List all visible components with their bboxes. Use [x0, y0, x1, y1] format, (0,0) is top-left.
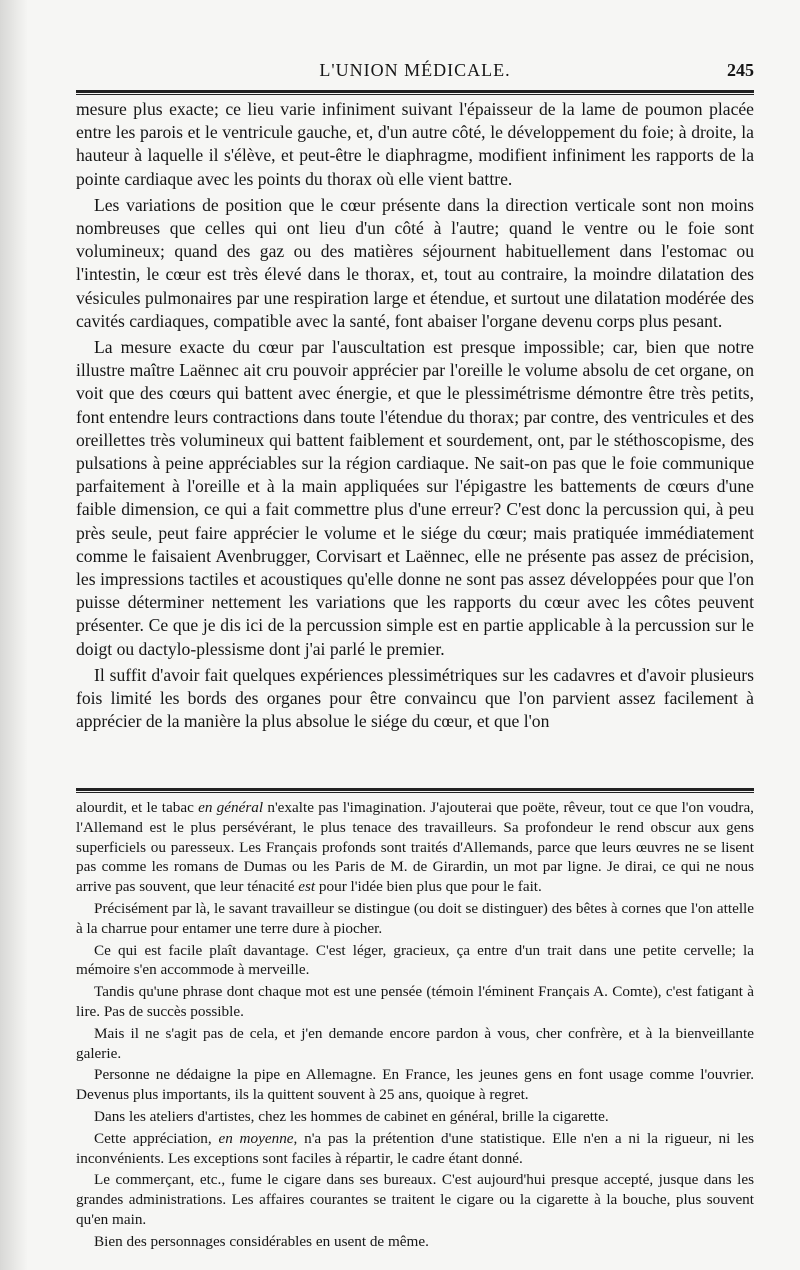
feuilleton-paragraph: Personne ne dédaigne la pipe en Allemagne. En France, les jeunes gens en font usage comme l'ouvrier. Devenus plus importants, ils la quittent souvent à 25 ans, quoique à regret.	[76, 1066, 754, 1104]
feuilleton-paragraph: Ce qui est facile plaît davantage. C'est léger, gracieux, ça entre d'un trait dans une petite cervelle; la mémoire s'en accommode à merveille.	[76, 941, 754, 979]
feuilleton-text: alourdit, et le tabac	[76, 799, 199, 816]
article-paragraph: mesure plus exacte; ce lieu varie infiniment suivant l'épaisseur de la lame de poumon placée entre les parois et le ventricule gauche, et, d'un autre côté, le développement du foie; à droite, la hauteur à laquelle il s'élève, et peut-être le diaphragme, modifient infiniment les rapports de la pointe cardiaque avec les points du thorax où elle vient battre.	[76, 99, 754, 189]
feuilleton-body	[76, 798, 754, 1254]
feuilleton-paragraph: Précisément par là, le savant travailleur se distingue (ou doit se distinguer) des bêtes à cornes que l'on attelle à la charrue pour entamer une terre dure à piocher.	[76, 899, 754, 937]
feuilleton-paragraph: Bien des personnages considérables en usent de même.	[94, 1232, 429, 1250]
feuilleton-emphasis: est	[298, 878, 316, 896]
feuilleton-paragraph	[76, 798, 754, 897]
feuilleton-text: pour l'idée bien plus que pour le fait.	[315, 878, 542, 896]
feuilleton-emphasis: en général	[198, 799, 264, 816]
feuilleton-text: n'exalte pas l'imagination. J'ajouterai que poëte, rêveur, tout ce que l'on voudra, l'Allemand est le plus persévérant, le plus tenace des travailleurs. Sa profondeur le rend obscur aux gens superficiels ou paresseux. Les Français profonds sont traités d'Allemands, parce que leurs œuvres ne se lisent pas comme les romans de Dumas ou les Paris de M. de Girardin, un mot par ligne. Je dirai, ce qui ne nous arrive pas souvent, que leur ténacité	[76, 799, 754, 896]
article-paragraph: Il suffit d'avoir fait quelques expériences plessimétriques sur les cadavres et d'avoir plusieurs fois limité les bords des organes pour être convaincu que l'on parvient assez facilement à apprécier de la manière la plus absolue le siége du cœur, et que l'on	[76, 664, 754, 732]
running-title: L'UNION MÉDICALE.	[319, 60, 511, 80]
feuilleton-emphasis: en moyenne	[218, 1129, 294, 1147]
feuilleton-rule	[76, 788, 754, 793]
feuilleton-paragraph: Dans les ateliers d'artistes, chez les hommes de cabinet en général, brille la cigarette.	[94, 1107, 609, 1125]
page-number: 245	[727, 60, 754, 80]
header-rule	[76, 90, 754, 95]
feuilleton-text: , n'a pas la prétention d'une statistique. Elle n'en a ni la rigueur, ni les inconvénients. Les exceptions sont faciles à répartir, le cadre étant donné.	[76, 1129, 754, 1167]
feuilleton-paragraph: Mais il ne s'agit pas de cela, et j'en demande encore pardon à vous, cher confrère, et à la bienveillante galerie.	[76, 1024, 754, 1062]
article-paragraph: La mesure exacte du cœur par l'auscultation est presque impossible; car, bien que notre illustre maître Laënnec ait cru pouvoir apprécier par l'oreille le volume absolu de cet organe, on voit que des cœurs qui battent avec énergie, et que le plessimétrisme démontre être très petits, font entendre leurs contractions dans toute l'étendue du thorax; par contre, des ventricules et des oreillettes très volumineux qui battent faiblement et sourdement, ont, par le stéthoscopisme, des pulsations à peine appréciables sur la région cardiaque. Ne sait-on pas que le foie communique parfaitement à l'oreille et à la main appliquées sur l'épigastre les battements de cœurs d'une faible dimension, ce qui a fait commettre plus d'une erreur? C'est donc la percussion qui, à peu près seule, peut faire apprécier le volume et le siége du cœur; mais pratiquée immédiatement comme le faisaient Avenbrugger, Corvisart et Laënnec, elle ne présente pas assez de précision, les impressions tactiles et acoustiques qu'elle donne ne sont pas assez développées pour que l'on puisse déterminer nettement les variations que les rapports du cœur avec les côtes peuvent présenter. Ce que je dis ici de la percussion simple est en partie applicable à la percussion sur le doigt ou dactylo-plessisme dont j'ai parlé le premier.	[76, 337, 754, 659]
feuilleton-paragraph: Le commerçant, etc., fume le cigare dans ses bureaux. C'est aujourd'hui presque accepté, jusque dans les grandes administrations. Les affaires courantes se traitent le cigare ou la cigarette à la bouche, plus souvent qu'en main.	[76, 1171, 754, 1228]
feuilleton-text: Cette appréciation,	[94, 1129, 219, 1147]
feuilleton-paragraph	[76, 1129, 754, 1169]
feuilleton-paragraph: Tandis qu'une phrase dont chaque mot est une pensée (témoin l'éminent Français A. Comte), c'est fatigant à lire. Pas de succès possible.	[76, 983, 754, 1020]
page-header	[76, 56, 754, 86]
article-body	[76, 98, 754, 736]
article-paragraph: Les variations de position que le cœur présente dans la direction verticale sont non moins nombreuses que celles qui ont lieu d'un côté à l'autre; quand le ventre ou le foie sont volumineux; quand des gaz ou des matières séjournent habituellement dans l'estomac ou l'intestin, le cœur est très élevé dans le thorax, et, tout au contraire, la moindre dilatation des vésicules pulmonaires par une respiration large et étendue, et surtout une dilatation modérée des cavités cardiaques, compatible avec la santé, font abaiser l'organe devenu corps plus pesant.	[76, 194, 754, 331]
page-gutter-shadow	[0, 0, 28, 1270]
